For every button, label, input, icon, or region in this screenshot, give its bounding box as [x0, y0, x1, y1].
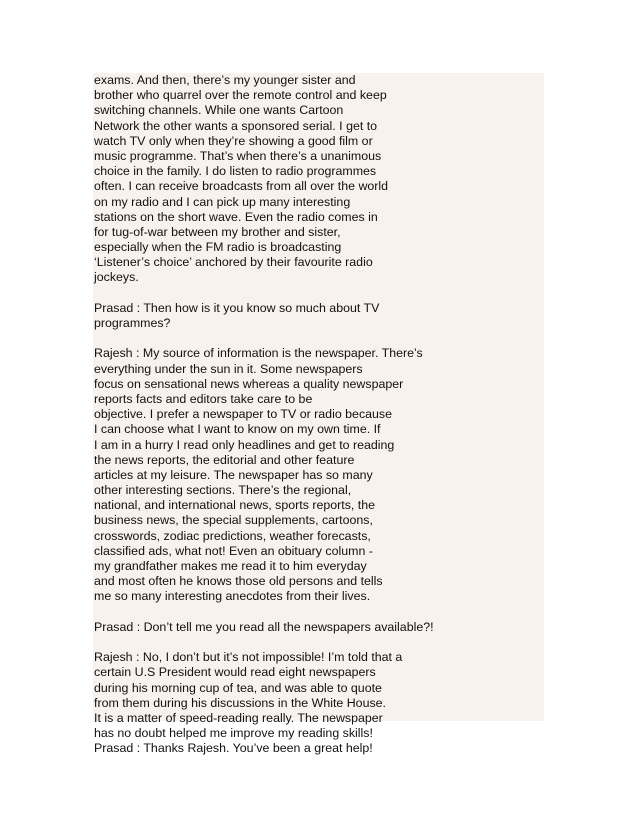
text-line: has no doubt helped me improve my reading skills! [94, 726, 373, 741]
text-line: classified ads, what not! Even an obituary column - [94, 543, 373, 558]
paragraph-gap [94, 331, 544, 346]
text-line: ‘Listener’s choice’ anchored by their favourite radio [94, 255, 373, 270]
text-line: jockeys. [94, 270, 139, 285]
document-text-block [93, 73, 544, 756]
text-line: me so many interesting anecdotes from their lives. [94, 589, 371, 604]
text-line: Prasad : Don’t tell me you read all the newspapers available?! [94, 619, 434, 634]
text-line: Prasad : Thanks Rajesh. You’ve been a great help! [94, 741, 373, 756]
text-line: I can choose what I want to know on my own time. If [94, 422, 381, 437]
text-line: crosswords, zodiac predictions, weather forecasts, [94, 528, 371, 543]
paragraph [94, 73, 544, 286]
paragraph [94, 620, 544, 635]
paragraph [94, 650, 544, 756]
text-line: stations on the short wave. Even the radio comes in [94, 209, 378, 224]
text-line: articles at my leisure. The newspaper has so many [94, 467, 373, 482]
text-line: exams. And then, there’s my younger sister and [94, 73, 356, 87]
text-line: programmes? [94, 316, 171, 330]
text-line: during his morning cup of tea, and was able to quote [94, 680, 382, 695]
text-line: often. I can receive broadcasts from all over the world [94, 179, 389, 194]
text-line: certain U.S President would read eight newspapers [94, 665, 376, 680]
text-line: switching channels. While one wants Cartoon [94, 103, 344, 118]
text-line: for tug-of-war between my brother and sister, [94, 224, 341, 239]
paragraph-gap [94, 605, 544, 620]
text-line: from them during his discussions in the White House. [94, 695, 386, 710]
text-line: It is a matter of speed-reading really. The newspaper [94, 710, 383, 725]
text-line: everything under the sun in it. Some newspapers [94, 361, 363, 376]
text-line: other interesting sections. There’s the regional, [94, 483, 352, 498]
text-line: Rajesh : No, I don’t but it’s not impossible! I’m told that a [94, 650, 403, 665]
text-line: objective. I prefer a newspaper to TV or radio because [94, 407, 393, 422]
text-line: Network the other wants a sponsored serial. I get to [94, 118, 378, 133]
text-line: music programme. That’s when there’s a unanimous [94, 148, 382, 163]
text-line: brother who quarrel over the remote control and keep [94, 88, 387, 103]
text-line: reports facts and editors take care to be [94, 391, 313, 406]
text-line: the news reports, the editorial and other feature [94, 452, 355, 467]
text-line: national, and international news, sports reports, the [94, 498, 376, 513]
text-line: and most often he knows those old persons and tells [94, 574, 383, 589]
paragraph [94, 346, 544, 604]
paragraph-gap [94, 635, 544, 650]
text-line: my grandfather makes me read it to him everyday [94, 559, 367, 573]
text-line: business news, the special supplements, cartoons, [94, 513, 373, 528]
text-line: choice in the family. I do listen to radio programmes [94, 164, 377, 179]
text-line: focus on sensational news whereas a quality newspaper [94, 376, 404, 391]
text-line: on my radio and I can pick up many interesting [94, 194, 351, 209]
paragraph [94, 301, 544, 331]
paragraph-gap [94, 286, 544, 301]
text-line: Rajesh : My source of information is the newspaper. There’s [94, 346, 423, 361]
text-line: Prasad : Then how is it you know so much about TV [94, 300, 380, 315]
text-line: especially when the FM radio is broadcasting [94, 240, 342, 255]
text-line: I am in a hurry I read only headlines and get to reading [94, 437, 395, 452]
text-line: watch TV only when they’re showing a good film or [94, 133, 373, 148]
